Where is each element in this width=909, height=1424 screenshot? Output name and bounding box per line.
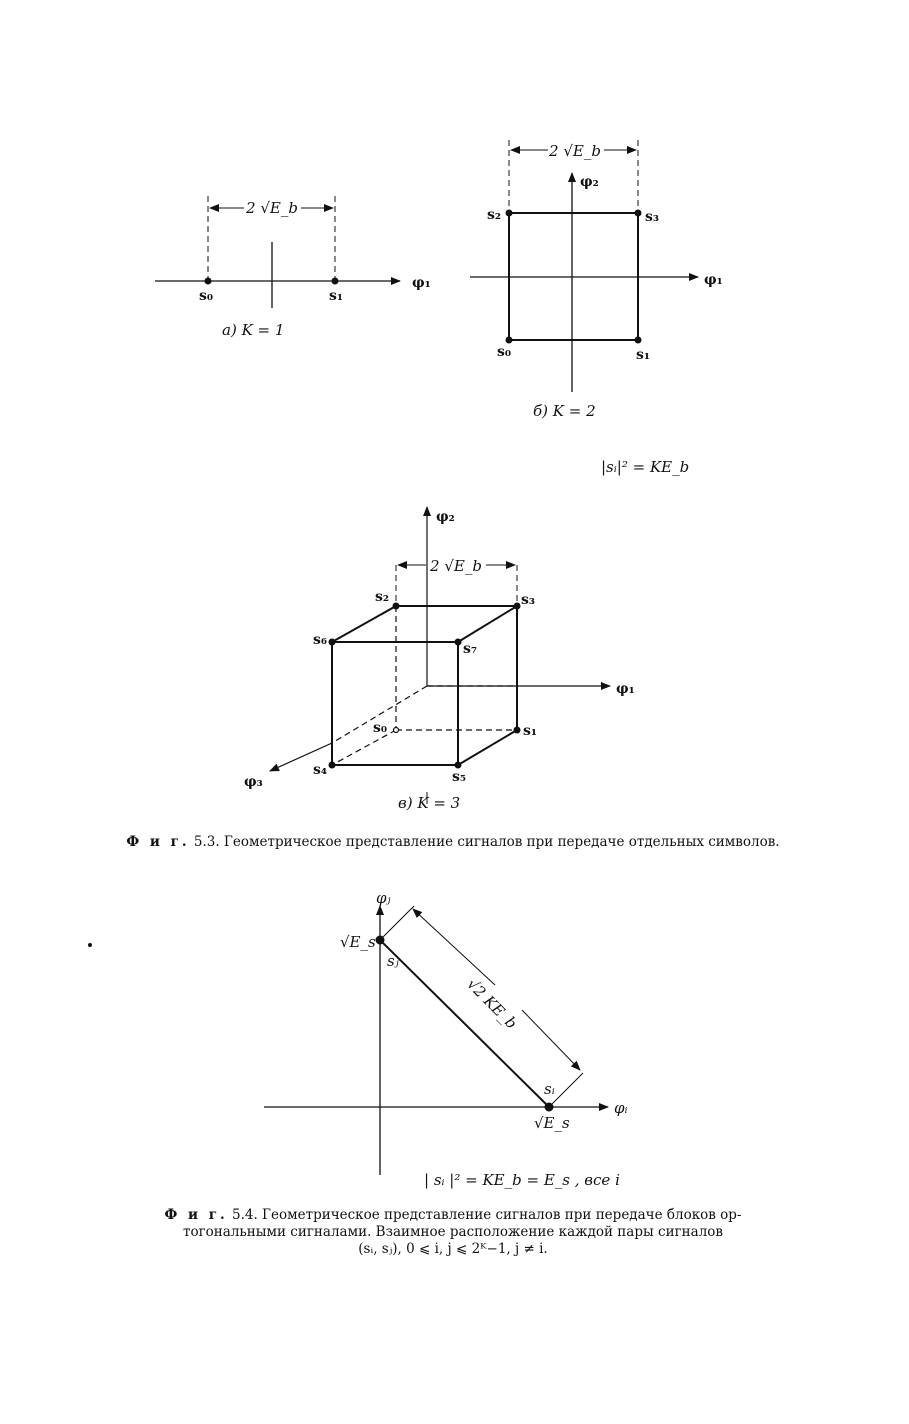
label-s3-b: s₃ xyxy=(645,209,660,225)
fig-5-3c xyxy=(270,507,610,804)
label-phi2-b: φ₂ xyxy=(580,174,599,190)
cube-front-face xyxy=(332,642,458,765)
caption-fig-5-4 xyxy=(108,1207,798,1258)
label-s1-b: s₁ xyxy=(636,347,651,363)
distance-label-b: 2 √E_b xyxy=(549,142,601,160)
point-s1-a xyxy=(332,278,338,284)
label-phi-i: φᵢ xyxy=(614,1099,628,1117)
label-si: sᵢ xyxy=(544,1080,555,1098)
label-diag: √2 KE_b xyxy=(463,975,521,1033)
caption-prefix-5-4: Ф и г. xyxy=(164,1207,228,1223)
label-es-bottom: √E_s xyxy=(534,1114,570,1132)
label-s3-c: s₃ xyxy=(521,592,536,608)
label-s7-c: s₇ xyxy=(463,641,478,657)
caption-a: a) K = 1 xyxy=(222,321,285,339)
point-s0-a xyxy=(205,278,211,284)
label-es-top: √E_s xyxy=(340,933,376,951)
label-phi1-c: φ₁ xyxy=(616,681,635,697)
label-s2-b: s₂ xyxy=(487,207,502,223)
fig-5-4 xyxy=(264,906,608,1175)
label-s2-c: s₂ xyxy=(375,589,390,605)
sj-si-segment xyxy=(380,940,549,1107)
distance-label-c: 2 √E_b xyxy=(430,557,482,575)
stray-dot xyxy=(88,943,92,947)
caption-line1-5-4: Ф и г. 5.4. Геометрическое представление сигналов при передаче блоков ор- xyxy=(164,1207,742,1223)
label-phi1-b: φ₁ xyxy=(704,272,723,288)
label-s6-c: s₆ xyxy=(313,632,328,648)
label-s0-b: s₀ xyxy=(497,344,512,360)
label-s4-c: s₄ xyxy=(313,762,328,778)
label-phi2-c: φ₂ xyxy=(436,509,455,525)
label-s1-c: s₁ xyxy=(523,723,538,739)
point-sj xyxy=(376,936,384,944)
caption-fig-5-3 xyxy=(108,834,798,851)
label-phi-j: φⱼ xyxy=(376,889,391,907)
label-phi1-a: φ₁ xyxy=(412,275,431,291)
caption-prefix-5-3: Ф и г. xyxy=(126,834,190,850)
distance-label-a: 2 √E_b xyxy=(246,199,298,217)
caption-line2-5-4: тогональными сигналами. Взаимное расположение каждой пары сигналов xyxy=(182,1224,724,1240)
norm-b: |sᵢ|² = KE_b xyxy=(601,458,690,476)
label-s0-c: s₀ xyxy=(373,720,388,736)
caption-line3-5-4: (sᵢ, sⱼ), 0 ⩽ i, j ⩽ 2ᴷ−1, j ≠ i. xyxy=(358,1241,548,1257)
norm-54: | sᵢ |² = KE_b = E_s , все i xyxy=(424,1171,620,1189)
caption-c: в) K = 3 xyxy=(398,794,461,812)
label-s1-a: s₁ xyxy=(329,288,344,304)
point-si xyxy=(545,1103,553,1111)
label-s0-a: s₀ xyxy=(199,288,214,304)
caption-b: б) K = 2 xyxy=(533,402,596,420)
label-s5-c: s₅ xyxy=(452,769,467,785)
caption-text-5-3: 5.3. Геометрическое представление сигналов при передаче отдельных символов. xyxy=(193,834,780,850)
label-phi3-c: φ₃ xyxy=(244,774,263,790)
label-sj: sⱼ xyxy=(387,952,399,970)
